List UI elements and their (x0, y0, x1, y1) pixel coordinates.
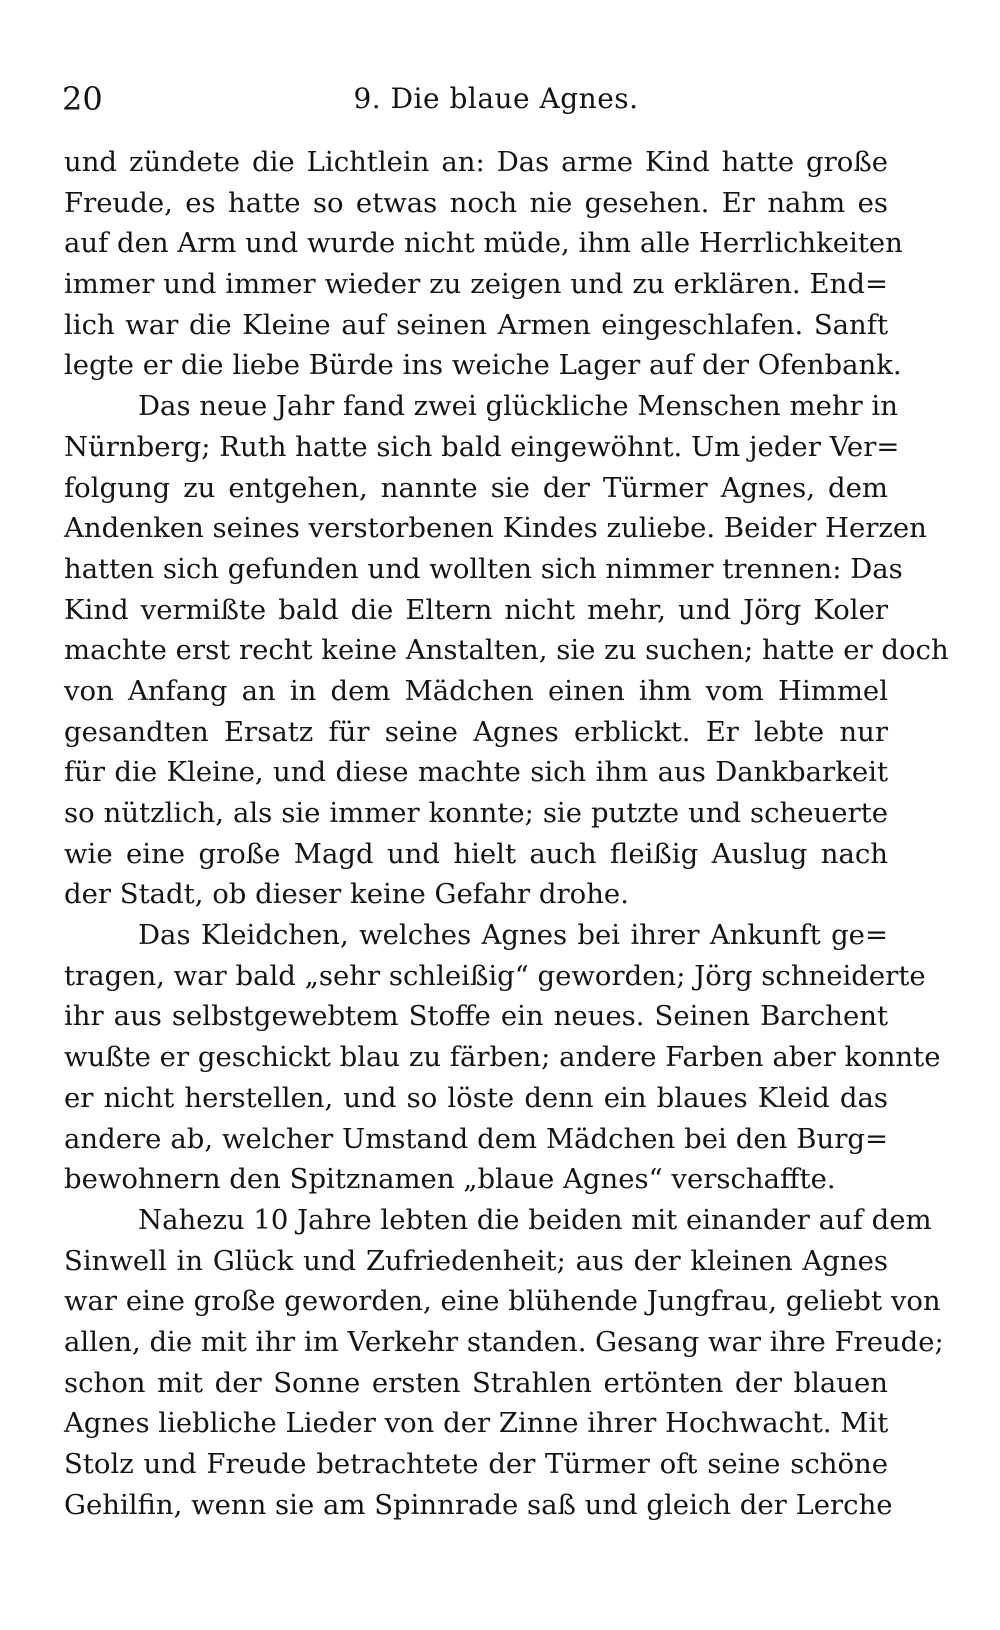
text-line: Nahezu 10 Jahre lebten die beiden mit einander auf dem (138, 1203, 932, 1236)
text-line: wußte er geschickt blau zu färben; andere Farben aber konnte (64, 1041, 941, 1074)
text-line: Nürnberg; Ruth hatte sich bald eingewöhnt. Um jeder Ver= (64, 430, 900, 463)
text-line: Stolz und Freude betrachtete der Türmer oft seine schöne (64, 1448, 888, 1480)
text-line: Freude, es hatte so etwas noch nie gesehen. Er nahm es (64, 186, 888, 219)
text-line: für die Kleine, und diese machte sich ihm aus Dankbarkeit (64, 756, 888, 789)
text-line: und zündete die Lichtlein an: Das arme Kind hatte große (64, 146, 888, 178)
text-line: von Anfang an in dem Mädchen einen ihm vom Himmel (64, 674, 888, 707)
text-line: Andenken seines verstorbenen Kindes zuliebe. Beider Herzen (64, 512, 927, 545)
text-line: war eine große geworden, eine blühende Jungfrau, geliebt von (64, 1285, 941, 1318)
text-line: andere ab, welcher Umstand dem Mädchen bei den Burg= (64, 1122, 888, 1155)
text-line: auf den Arm und wurde nicht müde, ihm alle Herrlichkeiten (64, 227, 903, 260)
text-line: ihr aus selbstgewebtem Stoffe ein neues. Seinen Barchent (64, 1000, 888, 1033)
page-header (62, 74, 930, 124)
text-line: lich war die Kleine auf seinen Armen eingeschlafen. Sanft (64, 308, 888, 341)
body-text (64, 142, 949, 1525)
text-line: wie eine große Magd und hielt auch fleißig Auslug nach (64, 837, 888, 870)
text-line: allen, die mit ihr im Verkehr standen. Gesang war ihre Freude; (64, 1325, 944, 1358)
text-line: immer und immer wieder zu zeigen und zu erklären. End= (64, 268, 888, 301)
text-line: schon mit der Sonne ersten Strahlen ertönten der blauen (64, 1366, 888, 1399)
text-line: Gehilfin, wenn sie am Spinnrade saß und gleich der Lerche (64, 1488, 893, 1521)
text-line: folgung zu entgehen, nannte sie der Türmer Agnes, dem (64, 471, 888, 504)
text-line: so nützlich, als sie immer konnte; sie putzte und scheuerte (64, 797, 888, 829)
text-line: hatten sich gefunden und wollten sich nimmer trennen: Das (64, 552, 903, 585)
running-title: 9. Die blaue Agnes. (353, 82, 639, 115)
text-line: Das Kleidchen, welches Agnes bei ihrer Ankunft ge= (138, 919, 888, 952)
text-line: legte er die liebe Bürde ins weiche Lager auf der Ofenbank. (64, 349, 902, 382)
text-line: machte erst recht keine Anstalten, sie zu suchen; hatte er doch (64, 634, 949, 667)
text-line: tragen, war bald „sehr schleißig“ geworden; Jörg schneiderte (64, 959, 926, 992)
text-line: bewohnern den Spitznamen „blaue Agnes“ verschaffte. (64, 1163, 836, 1196)
text-line: der Stadt, ob dieser keine Gefahr drohe. (64, 878, 629, 911)
page-number: 20 (62, 80, 103, 118)
text-line: er nicht herstellen, und so löste denn ein blaues Kleid das (64, 1081, 888, 1114)
text-line: gesandten Ersatz für seine Agnes erblickt. Er lebte nur (64, 715, 888, 748)
text-line: Sinwell in Glück und Zufriedenheit; aus der kleinen Agnes (64, 1244, 888, 1277)
text-line: Agnes liebliche Lieder von der Zinne ihrer Hochwacht. Mit (64, 1407, 889, 1440)
text-line: Das neue Jahr fand zwei glückliche Menschen mehr in (138, 390, 898, 423)
text-line: Kind vermißte bald die Eltern nicht mehr, und Jörg Koler (64, 593, 888, 626)
